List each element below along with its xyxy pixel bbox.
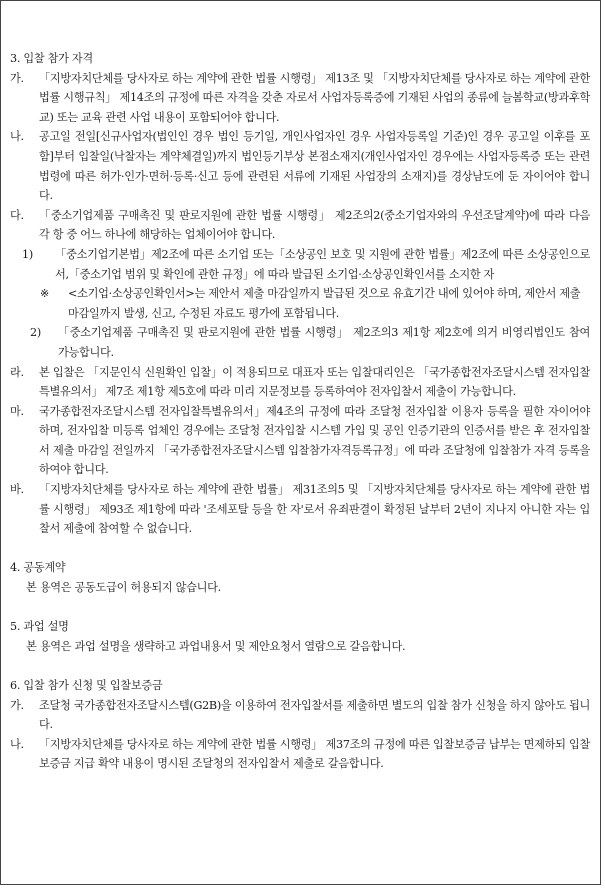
item-marker: 마. — [10, 404, 24, 418]
section-6-application-deposit — [10, 676, 590, 774]
section-4-text: 본 용역은 공동도급이 허용되지 않습니다. — [26, 581, 221, 595]
item-text: 공고일 전일[신규사업자(법인인 경우 법인 등기일, 개인사업자인 경우 사업자등록일 기준)인 경우 공고일 이후를 포함]부터 입찰일(낙찰자는 계약체결일)까지 법인등기부상 본점소재지(개인사업자인 경우에는 사업자등록증 또는 관련 법령에 따른 허가·인가·면허·등록·신고 등에 관련된 서류에 기재된 사업장의 소재지)를 경상남도에 둔 자이어야 합니다. — [39, 130, 590, 203]
section-3-item-da-2 — [10, 323, 590, 362]
sub-item-marker: 2) — [30, 326, 41, 340]
section-3-item-na — [10, 127, 590, 205]
document-body — [10, 49, 590, 774]
item-text: 「지방자치단체를 당사자로 하는 계약에 관한 법률 시행령」 제37조의 규정에 따른 입찰보증금 납부는 면제하되 입찰보증금 지급 확약 내용이 명시된 조달청의 전자입찰서 제출로 갈음합니다. — [39, 737, 590, 771]
sub-item-marker: 1) — [22, 247, 33, 261]
section-3-item-ba — [10, 480, 590, 539]
note-marker: ※ — [40, 287, 50, 301]
section-5-text: 본 용역은 과업 설명을 생략하고 과업내용서 및 제안요청서 열람으로 갈음합니다. — [26, 639, 406, 653]
item-marker: 라. — [10, 365, 24, 379]
item-marker: 가. — [10, 71, 24, 85]
item-marker: 바. — [10, 483, 24, 497]
spacer — [10, 656, 590, 676]
item-marker: 나. — [10, 737, 24, 751]
section-3-item-da — [10, 206, 590, 245]
note-text: <소기업·소상공인확인서>는 제안서 제출 마감일까지 발급된 것으로 유효기간 내에 있어야 하며, 제안서 제출 마감일까지 발생, 신고, 수정된 자료도 평가에 포함됩니다. — [68, 287, 581, 320]
section-3-note — [10, 284, 590, 323]
section-3-item-ga — [10, 69, 590, 128]
item-text: 국가종합전자조달시스템 전자입찰특별유의서」제4조의 규정에 따라 조달청 전자입찰 이용자 등록을 필한 자이어야 하며, 전자입찰 미등록 업체인 경우에는 조달청 전자입찰 시스템 가입 및 공인 인증기관의 인증서를 받은 후 전자입찰서 제출 마감일 전일까지 「국가종합전자조달시스템 입찰참가자격등록규정」에 따라 조달청에 입찰참가 자격 등록을 하여야 합니다. — [39, 404, 590, 477]
section-4-joint-contract — [10, 558, 590, 597]
item-marker: 다. — [10, 208, 24, 222]
section-5-task-briefing — [10, 617, 590, 656]
item-text: 본 입찰은 「지문인식 신원확인 입찰」이 적용되므로 대표자 또는 입찰대리인은 「국가종합전자조달시스템 전자입찰특별유의서」 제7조 제1항 제5호에 따라 미리 지문정보를 등록하여야 전자입찰서 제출이 가능합니다. — [39, 365, 590, 399]
sub-item-text: 「중소기업기본법」제2조에 따른 소기업 또는「소상공인 보호 및 지원에 관한 법률」제2조에 따른 소상공인으로서,「중소기업 범위 및 확인에 관한 규정」에 따라 발급된 소기업·소상공인확인서를 소지한 자 — [55, 247, 590, 281]
item-text: 「지방자치단체를 당사자로 하는 계약에 관한 법률 시행령」 제13조 및 「지방자치단체를 당사자로 하는 계약에 관한 법률 시행규칙」 제14조의 규정에 따른 자격을 갖춘 자로서 사업자등록증에 기재된 사업의 종류에 늘봄학교(방과후학교) 또는 교육 관련 사업 내용이 포함되어야 합니다. — [39, 71, 590, 124]
item-marker: 가. — [10, 698, 24, 712]
section-3-item-da-1 — [10, 245, 590, 284]
section-3-eligibility — [10, 49, 590, 539]
item-text: 조달청 국가종합전자조달시스템(G2B)을 이용하여 전자입찰서를 제출하면 별도의 입찰 참가 신청을 하지 않아도 됩니다. — [39, 698, 590, 732]
section-3-item-ma — [10, 402, 590, 480]
section-4-title: 4. 공동계약 — [10, 561, 66, 575]
section-3-item-ra — [10, 363, 590, 402]
section-6-title: 6. 입찰 참가 신청 및 입찰보증금 — [10, 679, 163, 692]
section-6-item-ga — [10, 696, 590, 735]
item-marker: 나. — [10, 130, 24, 144]
spacer — [10, 598, 590, 618]
item-text: 「지방자치단체를 당사자로 하는 계약에 관한 법률」 제31조의5 및 「지방자치단체를 당사자로 하는 계약에 관한 법률 시행령」 제93조 제1항에 따라 '조세포탈 등을 한 자'로서 유죄판결이 확정된 날부터 2년이 지나지 아니한 자는 입찰서 제출에 참여할 수 없습니다. — [39, 483, 590, 536]
section-3-title: 3. 입찰 참가 자격 — [10, 52, 93, 65]
section-6-item-na — [10, 735, 590, 774]
sub-item-text: 「중소기업제품 구매촉진 및 판로지원에 관한 법률 시행령」 제2조의3 제1항 제2호에 의거 비영리법인도 참여 가능합니다. — [58, 326, 590, 359]
spacer — [10, 539, 590, 559]
section-5-title: 5. 과업 설명 — [10, 620, 69, 634]
item-text: 「중소기업제품 구매촉진 및 판로지원에 관한 법률 시행령」 제2조의2(중소기업자와의 우선조달계약)에 따라 다음 각 항 중 어느 하나에 해당하는 업체이어야 합니다. — [39, 208, 590, 242]
